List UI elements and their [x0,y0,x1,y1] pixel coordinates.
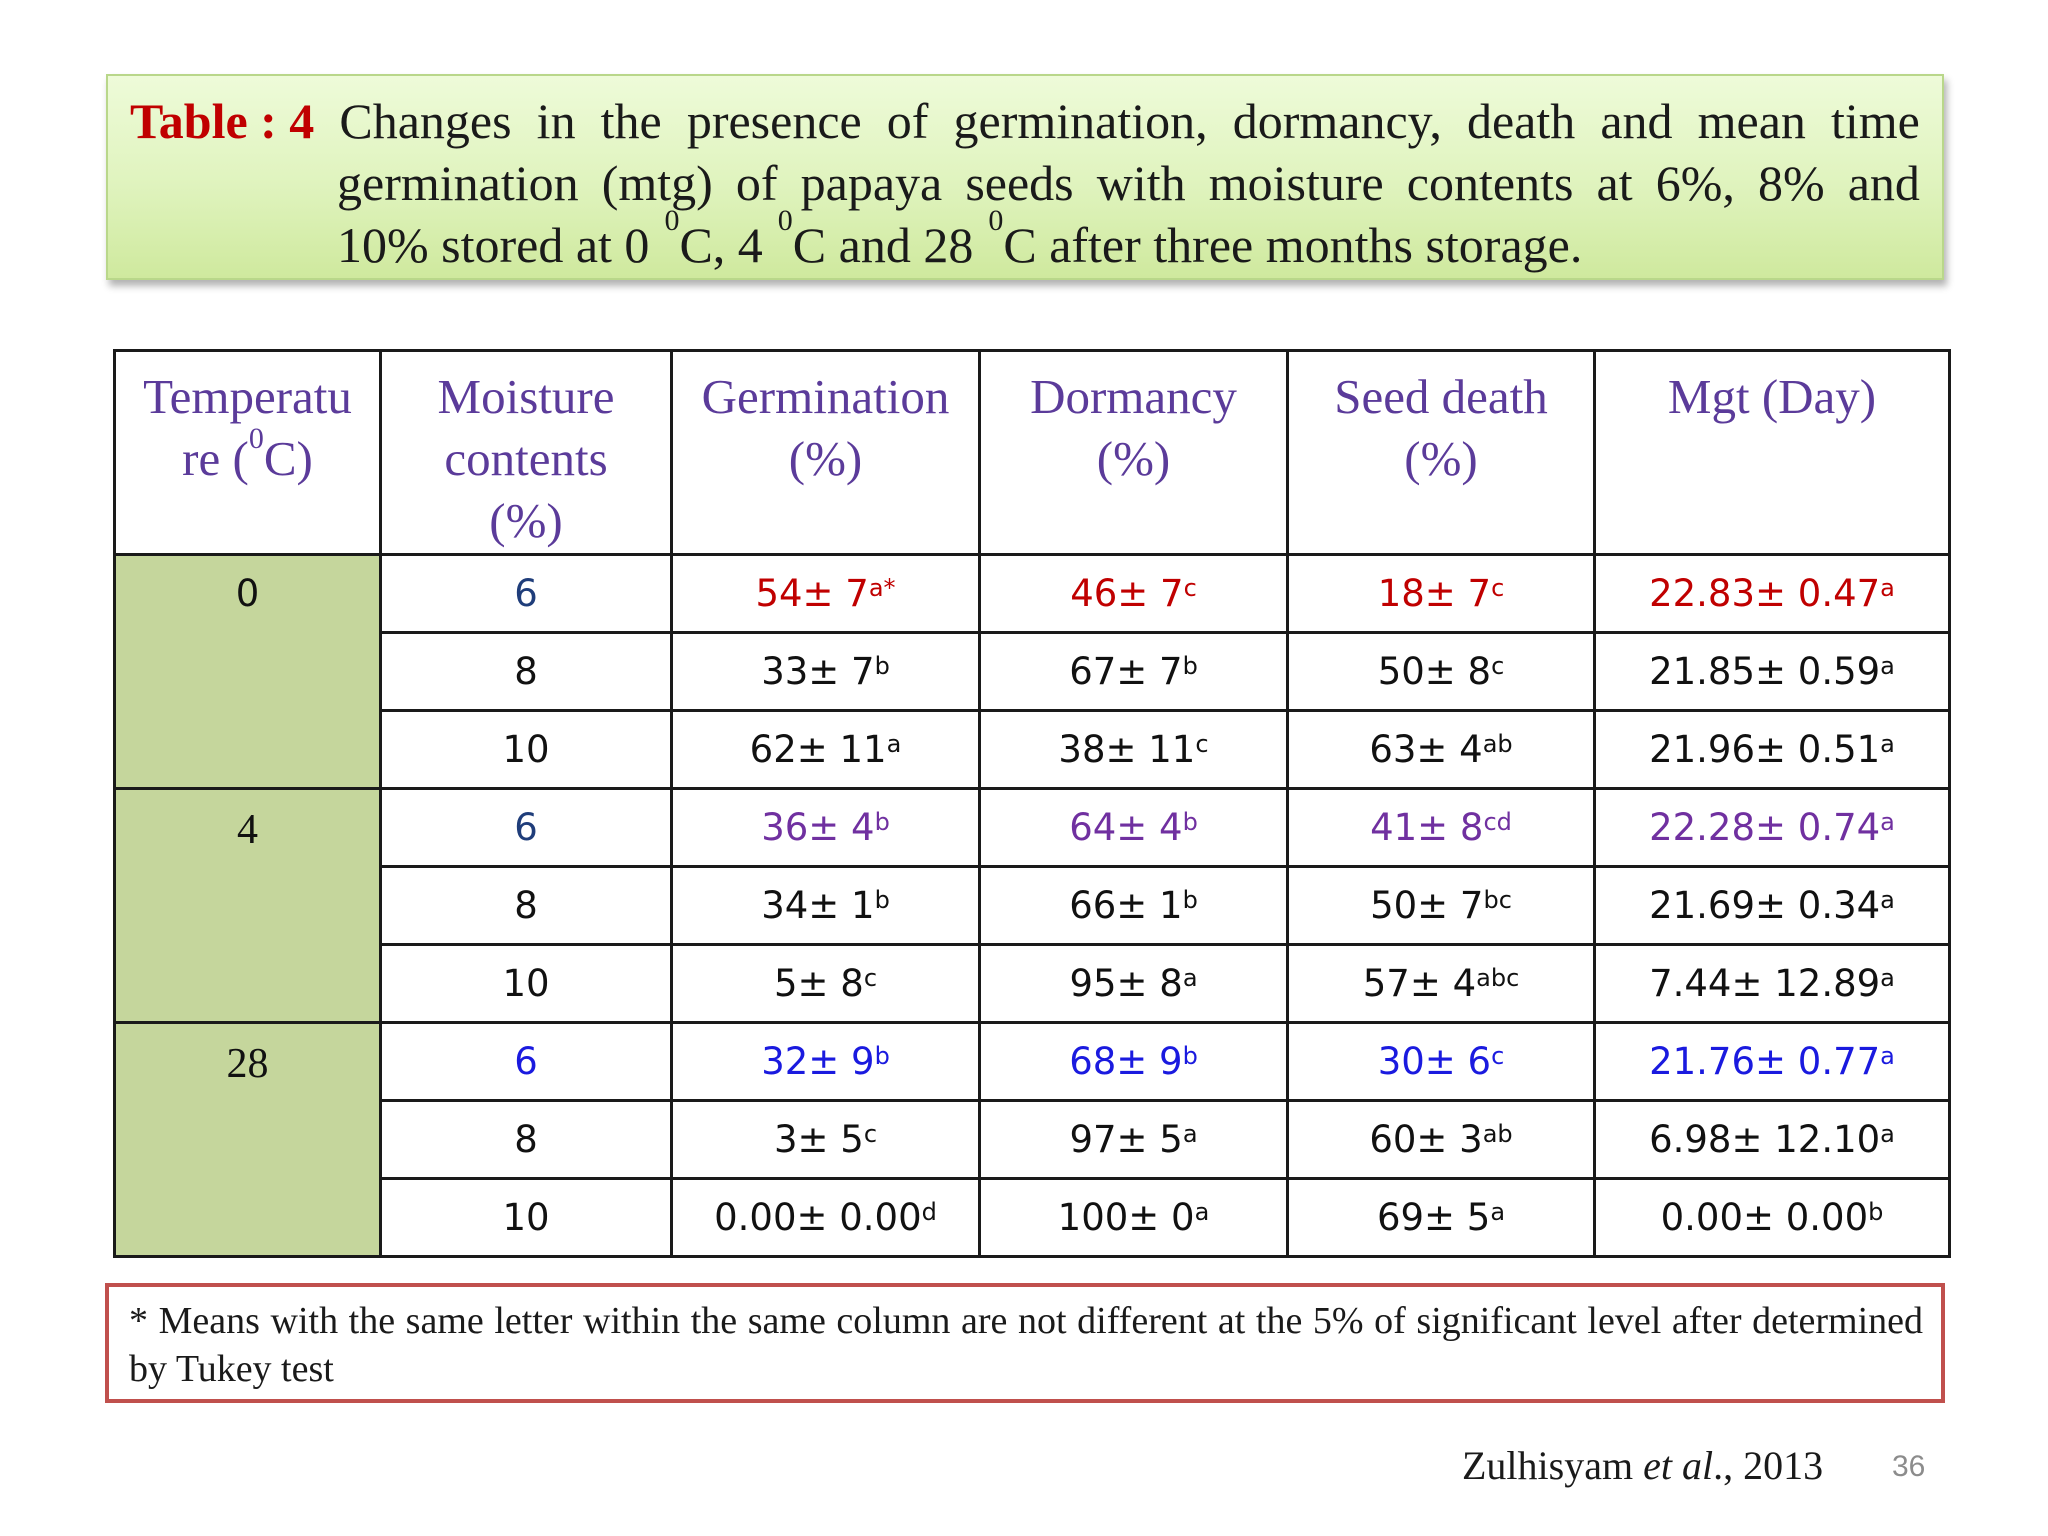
germination-cell: $3\pm 5^c$ [672,1101,980,1179]
table-row [115,867,1950,945]
dormancy-cell: $66\pm 1^b$ [980,867,1288,945]
caption-word: with [1096,155,1186,211]
moisture-cell: 8 [381,1101,672,1179]
germination-cell: $54\pm 7^{a*}$ [672,555,980,633]
caption-word: and [1847,155,1920,211]
page-number: 36 [1892,1450,1926,1483]
caption-word: moisture [1208,155,1384,211]
caption-word: contents [1406,155,1574,211]
caption-word: mean [1697,93,1806,149]
mgt-cell: 21.69± 0.34$^a$ [1595,867,1950,945]
caption-word: 6%, [1655,155,1735,211]
table-label: Table : 4 [130,93,315,149]
table-caption [106,74,1944,280]
caption-word: death [1466,93,1576,149]
table-row [115,945,1950,1023]
seed-death-cell: $50\pm 7^{bc}$ [1288,867,1595,945]
header-germination: Germination (%) [672,351,980,555]
seed-death-cell: $63\pm 4^{ab}$ [1288,711,1595,789]
dormancy-cell: $46\pm 7^c$ [980,555,1288,633]
results-table [113,349,1951,1258]
mgt-cell: 7.44± 12.89$^a$ [1595,945,1950,1023]
citation: Zulhisyam et al., 2013 [1462,1443,1824,1488]
moisture-cell: 8 [381,867,672,945]
temperature-cell: 4 [115,789,381,1023]
mgt-cell: 6.98± 12.10$^a$ [1595,1101,1950,1179]
header-moisture: Moisture contents (%) [381,351,672,555]
caption-word: 8% [1757,155,1825,211]
dormancy-cell: $64\pm 4^b$ [980,789,1288,867]
caption-word: at [1596,155,1633,211]
germination-cell: $5\pm 8^c$ [672,945,980,1023]
seed-death-cell: $41\pm 8^{cd}$ [1288,789,1595,867]
caption-text: C and 28 [792,217,974,273]
caption-word: presence [686,93,862,149]
degree-sup: 0 [777,204,793,237]
caption-word: germination, [953,93,1208,149]
caption-word: in [536,93,576,149]
moisture-cell: 6 [381,789,672,867]
mgt-cell: 21.76± 0.77$^a$ [1595,1023,1950,1101]
caption-word: dormancy, [1232,93,1442,149]
caption-word: germination [337,155,579,211]
caption-word: time [1830,93,1920,149]
temperature-cell: 0 [115,555,381,789]
table-row [115,1101,1950,1179]
caption-word: Changes [339,93,512,149]
caption-word: and [1600,93,1673,149]
table-row [115,633,1950,711]
mgt-cell: 0.00± 0.00$^b$ [1595,1179,1950,1257]
footnote-text: * Means with the same letter within the same column are not different at the 5% of significant level after determined by Tukey test [129,1300,1923,1390]
degree-sup: 0 [664,204,680,237]
dormancy-cell: $100\pm 0^a$ [980,1179,1288,1257]
caption-word: papaya [800,155,943,211]
germination-cell: $32\pm 9^b$ [672,1023,980,1101]
header-dormancy: Dormancy (%) [980,351,1288,555]
seed-death-cell: $50\pm 8^c$ [1288,633,1595,711]
mgt-cell: 22.83± 0.47$^a$ [1595,555,1950,633]
caption-text: C after three months storage. [1003,217,1583,273]
seed-death-cell: $69\pm 5^a$ [1288,1179,1595,1257]
moisture-cell: 10 [381,1179,672,1257]
caption-line-2 [130,152,1920,214]
germination-cell: 0.00± 0.00$^d$ [672,1179,980,1257]
degree-sup: 0 [988,204,1004,237]
table-row [115,555,1950,633]
seed-death-cell: $18\pm 7^c$ [1288,555,1595,633]
caption-text: 10% stored at 0 [337,217,650,273]
caption-text: C, 4 [679,217,763,273]
moisture-cell: 10 [381,945,672,1023]
header-mgt: Mgt (Day) [1595,351,1950,555]
table-row [115,1179,1950,1257]
moisture-cell: 10 [381,711,672,789]
germination-cell: $62\pm 11^a$ [672,711,980,789]
mgt-cell: 22.28± 0.74$^a$ [1595,789,1950,867]
moisture-cell: 6 [381,555,672,633]
germination-cell: $36\pm 4^b$ [672,789,980,867]
temperature-cell: 28 [115,1023,381,1257]
caption-line-3 [130,204,1920,276]
germination-cell: $33\pm 7^b$ [672,633,980,711]
caption-word: (mtg) [601,155,713,211]
caption-word: of [735,155,778,211]
seed-death-cell: $60\pm 3^{ab}$ [1288,1101,1595,1179]
caption-word: seeds [965,155,1074,211]
seed-death-cell: $57\pm 4^{abc}$ [1288,945,1595,1023]
germination-cell: $34\pm 1^b$ [672,867,980,945]
header-row [115,351,1950,555]
moisture-cell: 6 [381,1023,672,1101]
table-row [115,789,1950,867]
dormancy-cell: $68\pm 9^b$ [980,1023,1288,1101]
moisture-cell: 8 [381,633,672,711]
dormancy-cell: $97\pm 5^a$ [980,1101,1288,1179]
dormancy-cell: $95\pm 8^a$ [980,945,1288,1023]
header-temperature: Temperatu re ($^0$C) [115,351,381,555]
footnote-box [105,1283,1945,1403]
caption-line-1 [130,90,1920,152]
dormancy-cell: $67\pm 7^b$ [980,633,1288,711]
table-row [115,1023,1950,1101]
dormancy-cell: $38\pm 11^c$ [980,711,1288,789]
header-seed-death: Seed death (%) [1288,351,1595,555]
seed-death-cell: $30\pm 6^c$ [1288,1023,1595,1101]
table-row [115,711,1950,789]
caption-word: of [886,93,929,149]
caption-word: the [600,93,662,149]
mgt-cell: 21.85± 0.59$^a$ [1595,633,1950,711]
mgt-cell: 21.96± 0.51$^a$ [1595,711,1950,789]
